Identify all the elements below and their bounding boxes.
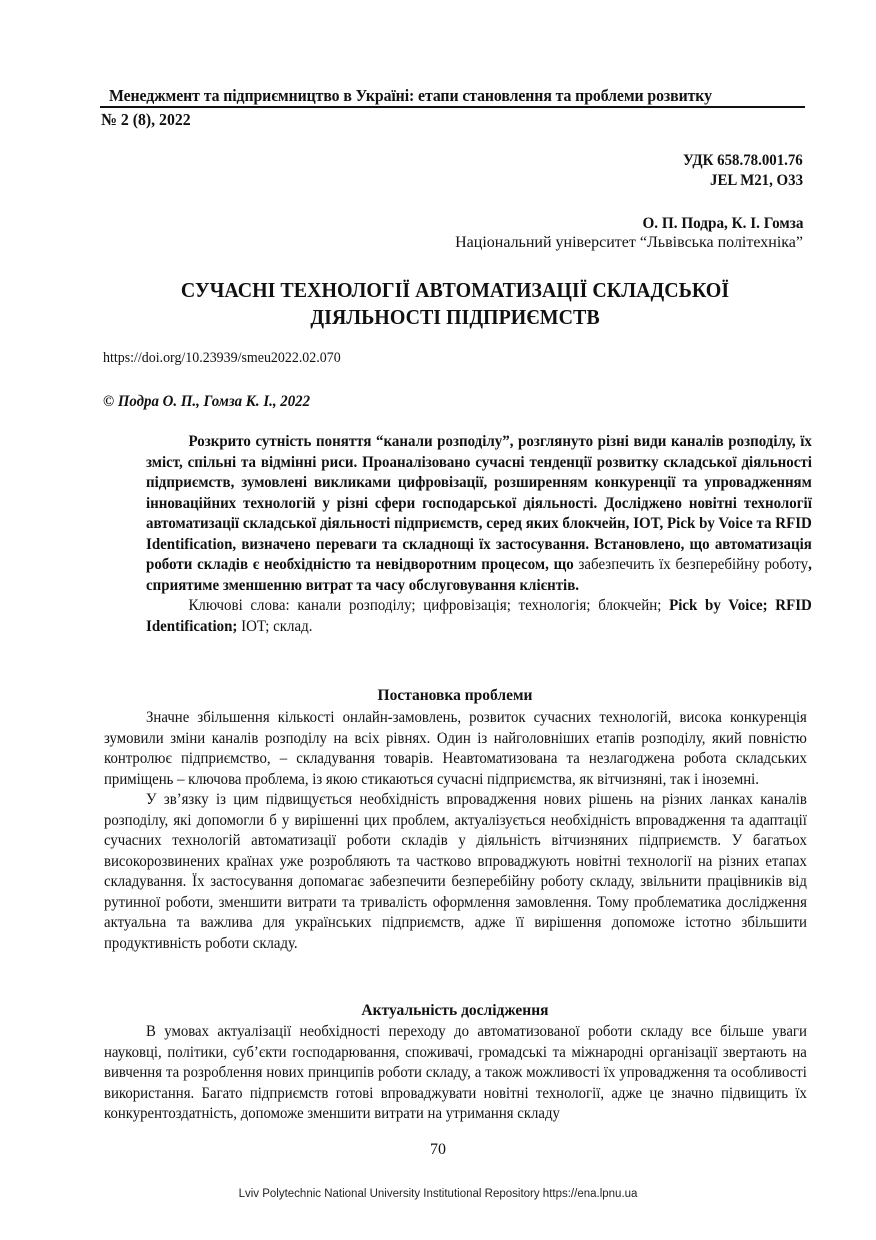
keywords-bold: Pick by Voice; RFID Identification; [146,597,812,635]
section-body-relevance [104,1022,807,1125]
copyright: © Подра О. П., Гомза К. І., 2022 [103,393,311,410]
article-title [118,277,793,331]
section-heading-problem: Постановка проблеми [377,687,533,704]
section-heading-relevance: Актуальність дослідження [361,1002,549,1019]
doi-link[interactable]: https://doi.org/10.23939/smeu2022.02.070 [103,350,341,366]
body-paragraph: В умовах актуалізації необхідності переходу до автоматизованої роботи складу все більше уваги науковці, політики, суб’єкти господарювання, споживачі, громадські та міжнародні організації звертають на вивчення та розроблення нових принципів роботи складу, а також можливості їх упровадження та особливості використання. Багато підприємств готові впроваджувати новітні технології, адже це значно підвищить їх конкурентоздатність, допоможе зменшити витрати на утримання складу [104,1023,807,1122]
section-body-problem [104,708,807,954]
abstract-part-4: , сприятиме зменшенню витрат та часу обслуговування клієнтів. [146,556,812,594]
journal-issue: № 2 (8), 2022 [101,110,191,129]
affiliation: Національний університет “Львівська політехніка” [455,234,803,251]
body-paragraph: Значне збільшення кількості онлайн-замовлень, розвиток сучасних технологій, висока конкуренція зумовили зміни каналів розподілу на всіх рівнях. Один із найголовніших етапів розподілу, який повністю контролює підприємство, – складування товарів. Неавтоматизована та незлагоджена робота складських приміщень – ключова проблема, із якою стикаються сучасні підприємства, як вітчизняні, так і іноземні. [104,709,807,788]
article-title-line-1: СУЧАСНІ ТЕХНОЛОГІЇ АВТОМАТИЗАЦІЇ СКЛАДСЬКОЇ [180,278,730,302]
authors: О. П. Подра, К. І. Гомза [641,215,803,232]
udk-code: УДК 658.78.001.76 [683,152,803,169]
abstract-part-3: забезпечить їх безперебійну роботу [578,556,809,573]
page-number: 70 [430,1141,446,1158]
journal-title: Менеджмент та підприємництво в Україні: етапи становлення та проблеми розвитку [109,86,712,105]
abstract-part-1: Розкрито сутність поняття “канали розподілу”, розглянуто різні види каналів розподілу, їх зміст, спільні та відмінні риси. Проаналізовано сучасні тенденції розвитку складської діяльності підприємств, зумовлені викликами цифровізації, розширенням конкуренції та упровадженням інноваційних технологій у різні сфери господарської діяльності. Дослідженo новітні технології автоматизації складської діяльності підприємств, серед яких блокчейн, IOT, [146,433,812,532]
header-divider [100,106,805,108]
keywords-label: Ключові слова: канали розподілу; цифровізація; технологія; блокчейн; [188,597,670,614]
jel-codes: JEL M21, O33 [709,172,803,189]
body-paragraph: У зв’язку із цим підвищується необхідність впровадження нових рішень на різних ланках каналів розподілу, які допомогли б у вирішенні цих проблем, актуалізується необхідність впровадження та адаптації сучасних технологій автоматизації роботи складів у діяльність вітчизняних підприємств. У багатьох високорозвинених країнах уже розробляють та частково впроваджують новітні технології на різних етапах складування. Їх застосування допомагає забезпечити безперебійну роботу складу, звільнити працівників від рутинної роботи, зменшити витрати та тривалість оформлення замовлення. Тому проблематика дослідження актуальна та важлива для українських підприємств, адже її вирішення допоможе істотно збільшити продуктивність роботи складу. [104,791,807,952]
abstract-paragraph [146,432,812,596]
abstract [146,432,812,637]
article-title-line-2: ДІЯЛЬНОСТІ ПІДПРИЄМСТВ [310,305,600,329]
abstract-part-2: Pick by Voice та RFID Identification, визначено переваги та складнощі їх застосування. Встановлено, що автоматизація роботи складів є необхідністю та невідворотним процесом, що [146,515,812,573]
keywords-rest: IOT; склад. [237,617,313,635]
repository-footer: Lviv Polytechnic National University Institutional Repository https://ena.lpnu.ua [238,1188,638,1200]
keywords [146,596,812,637]
